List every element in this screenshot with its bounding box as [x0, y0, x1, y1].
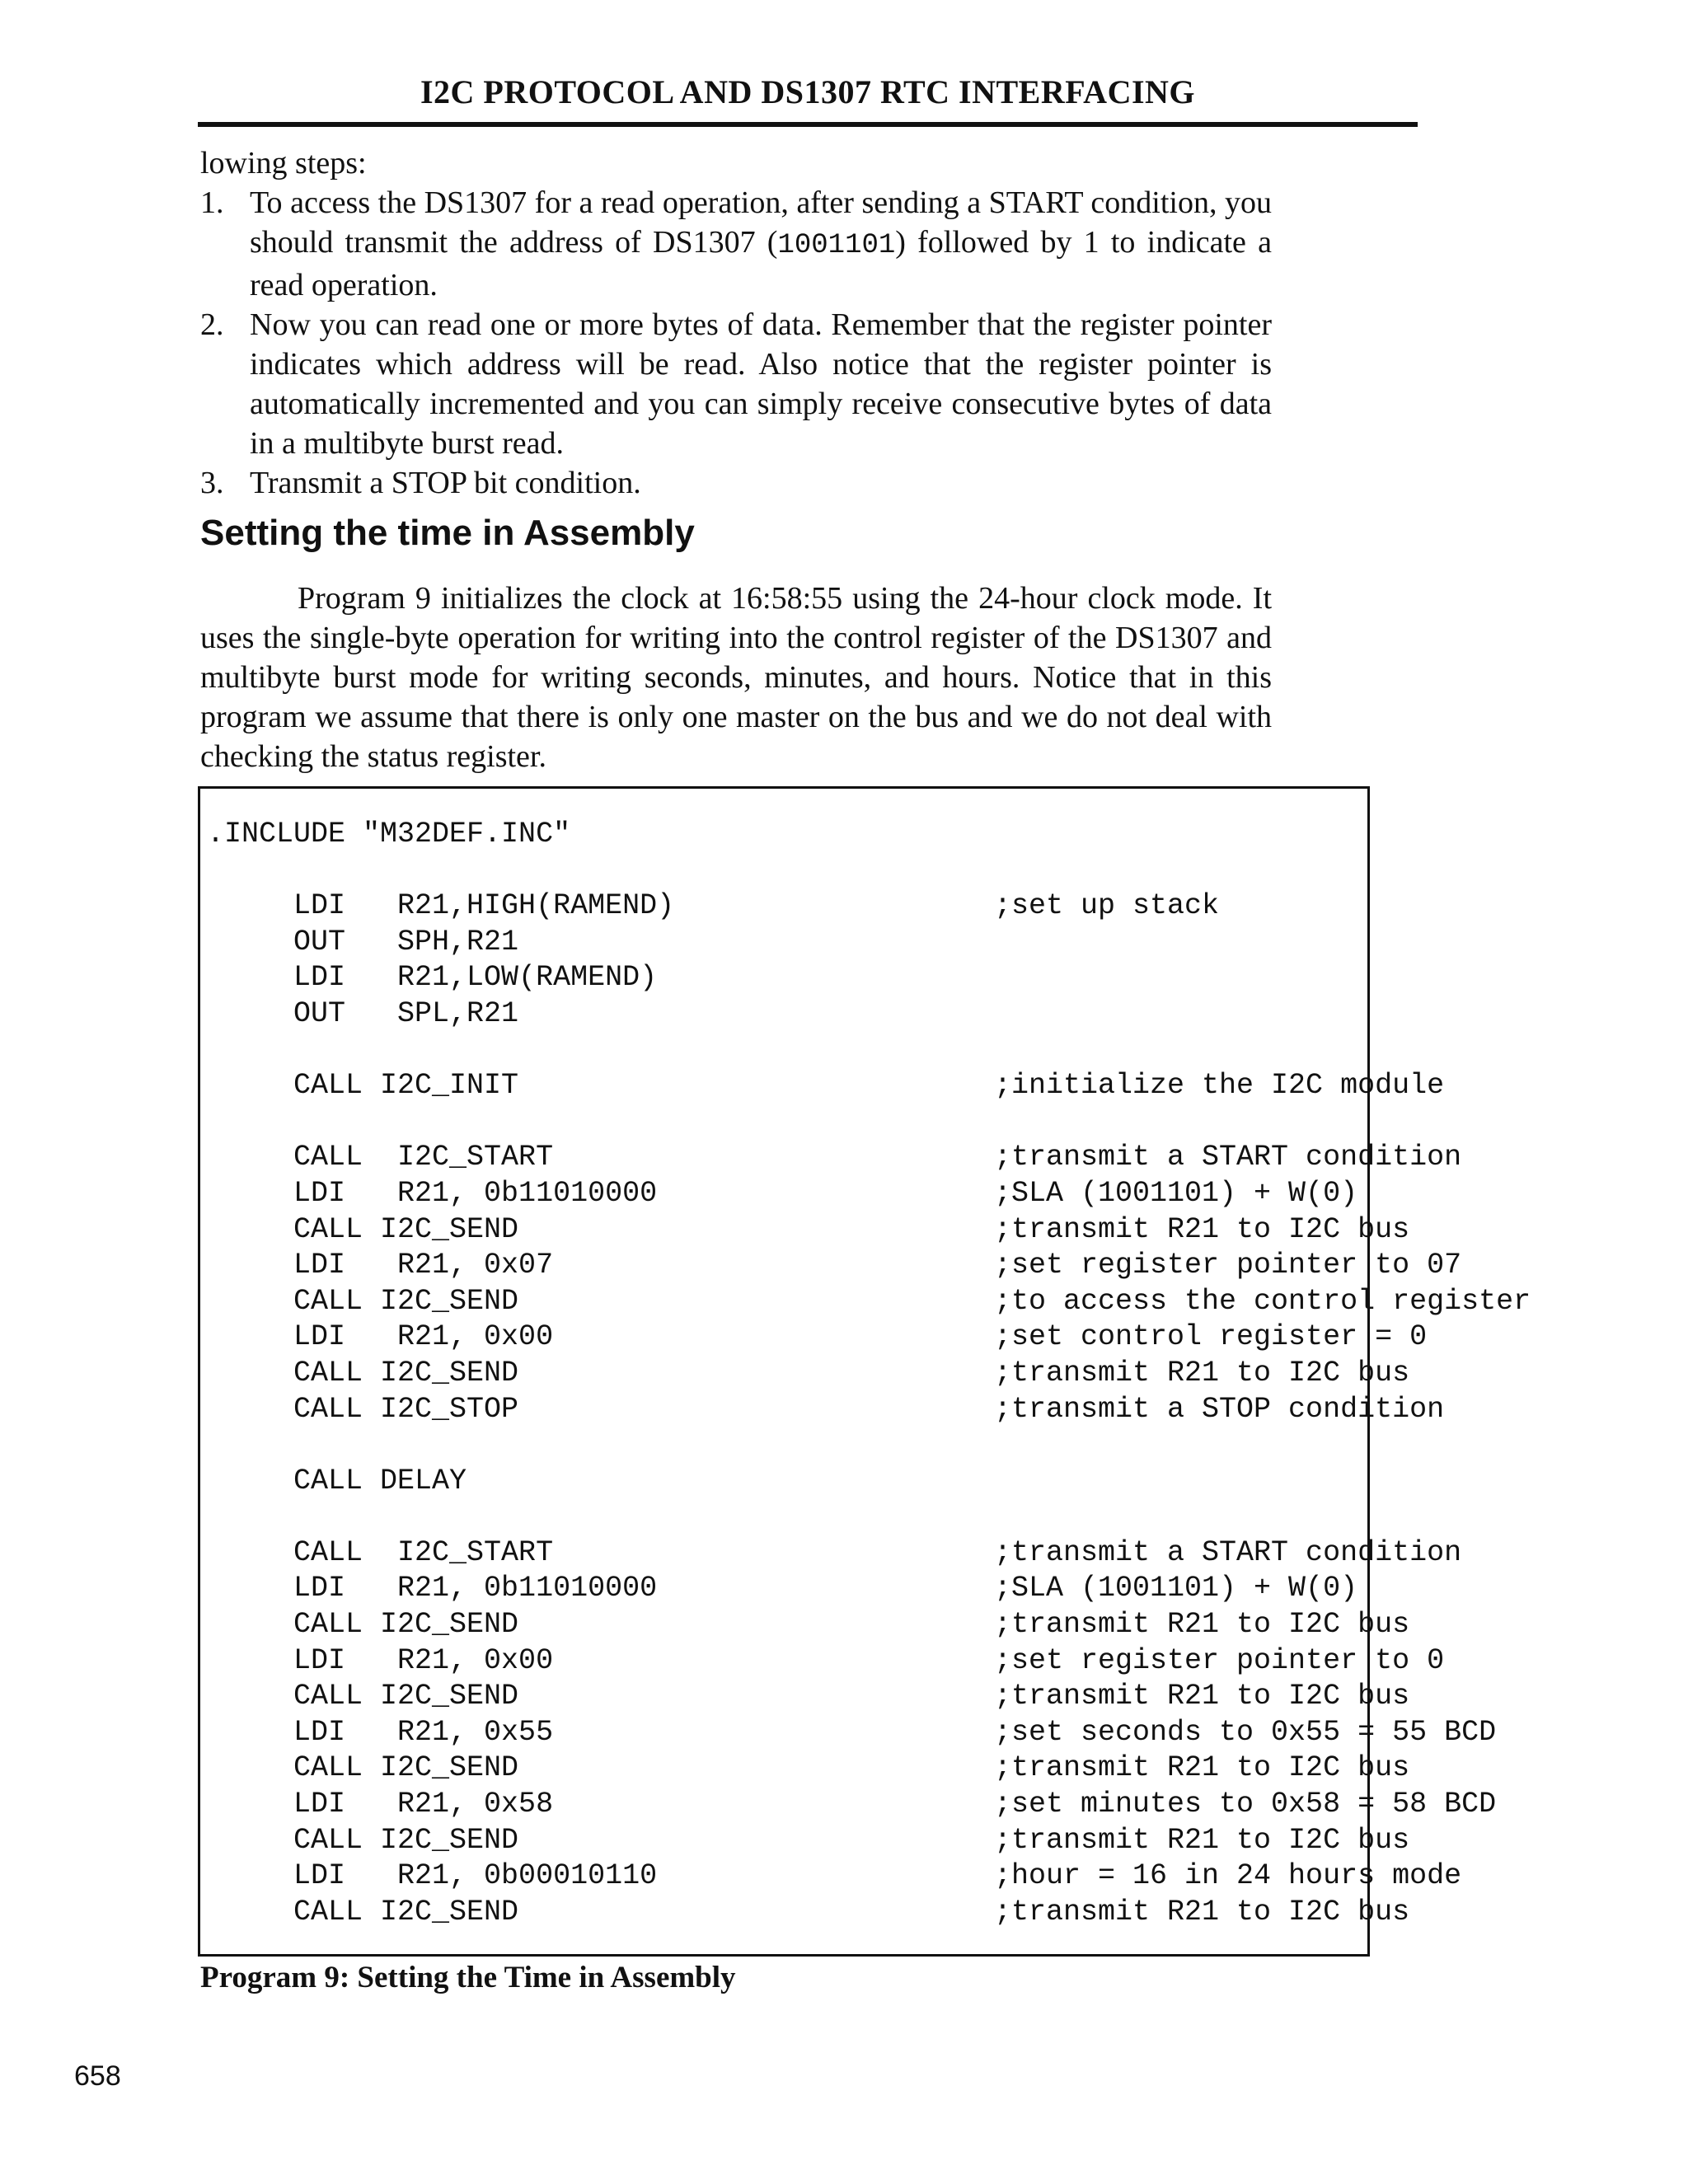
code-instruction: [207, 1427, 994, 1464]
code-comment: ;to access the control register: [994, 1284, 1531, 1318]
code-line: [207, 853, 1531, 889]
code-instruction: CALL I2C_SEND: [207, 1823, 519, 1857]
code-comment: ;transmit R21 to I2C bus: [994, 1212, 1410, 1246]
body-paragraph: Program 9 initializes the clock at 16:58:55 using the 24-hour clock mode. It uses the single-byte operation for writing into the control register of the DS1307 and multibyte burst mode for writing seconds, minutes, and hours. Notice that in this program we assume that there is only one master on the bus and we do not deal with checking the status register.: [200, 581, 1272, 774]
code-instruction: LDI R21, 0x55: [207, 1715, 554, 1749]
code-instruction: LDI R21,LOW(RAMEND): [207, 961, 658, 995]
code-comment: ;set register pointer to 0: [994, 1643, 1445, 1677]
code-comment: ;transmit a STOP condition: [994, 1392, 1445, 1426]
code-instruction: CALL DELAY: [207, 1464, 467, 1497]
code-line: [207, 1356, 1531, 1392]
code-line: [207, 1392, 1531, 1428]
code-comment: ;transmit R21 to I2C bus: [994, 1680, 1410, 1713]
code-instruction: [207, 1104, 994, 1141]
code-line: [207, 1823, 1531, 1859]
code-instruction: LDI R21, 0b11010000: [207, 1176, 658, 1210]
code-line: [207, 1068, 1531, 1104]
code-line: [207, 1033, 1531, 1069]
code-comment: ;set control register = 0: [994, 1320, 1428, 1354]
code-comment: ;transmit a START condition: [994, 1141, 1462, 1174]
code-comment: ;set minutes to 0x58 = 58 BCD: [994, 1788, 1497, 1821]
code-line: [207, 1464, 1531, 1500]
code-instruction: CALL I2C_SEND: [207, 1895, 519, 1929]
code-line: [207, 1858, 1531, 1895]
step-text: ) followed by 1 to indicate a read operation.: [250, 225, 1272, 302]
header-rule: [198, 122, 1418, 127]
code-instruction: OUT SPL,R21: [207, 996, 519, 1030]
code-line: [207, 1607, 1531, 1643]
code-line: [207, 1535, 1531, 1572]
page-number: 658: [74, 2060, 121, 2092]
code-instruction: CALL I2C_SEND: [207, 1284, 519, 1318]
code-instruction: LDI R21, 0x00: [207, 1643, 554, 1677]
code-line: [207, 1212, 1531, 1249]
code-line: [207, 1750, 1531, 1787]
step-number: 3.: [200, 466, 224, 500]
code-instruction: LDI R21,HIGH(RAMEND): [207, 889, 675, 923]
running-header: I2C PROTOCOL AND DS1307 RTC INTERFACING: [420, 73, 1196, 110]
code-instruction: OUT SPH,R21: [207, 925, 519, 958]
step-text: Transmit a STOP bit condition.: [250, 466, 641, 500]
code-comment: ;transmit R21 to I2C bus: [994, 1356, 1410, 1390]
section-title: Setting the time in Assembly: [200, 513, 695, 553]
code-instruction: CALL I2C_SEND: [207, 1680, 519, 1713]
step-text: To access the DS1307 for a read operation, after sending a START condition, you should transmit the address of DS1307 (: [250, 185, 1272, 260]
code-line: [207, 925, 1531, 961]
code-comment: ;SLA (1001101) + W(0): [994, 1176, 1358, 1210]
code-comment: ;set seconds to 0x55 = 55 BCD: [994, 1715, 1497, 1749]
step-item-2: [200, 305, 1272, 463]
steps-intro: lowing steps:: [200, 146, 367, 180]
step-text: Now you can read one or more bytes of data. Remember that the register pointer indicates which address will be read. Also notice that the register pointer is automatically incremented and you can simply receive consecutive bytes of data in a multibyte burst read.: [250, 307, 1272, 461]
code-comment: ;set up stack: [994, 889, 1220, 923]
code-comment: ;initialize the I2C module: [994, 1069, 1445, 1103]
code-instruction: CALL I2C_SEND: [207, 1356, 519, 1390]
code-comment: ;transmit R21 to I2C bus: [994, 1608, 1410, 1642]
code-instruction: LDI R21, 0b00010110: [207, 1859, 658, 1893]
code-comment: ;transmit a START condition: [994, 1535, 1462, 1569]
step-inline-code: 1001101: [777, 230, 896, 261]
code-comment: ;transmit R21 to I2C bus: [994, 1823, 1410, 1857]
code-comment: ;transmit R21 to I2C bus: [994, 1751, 1410, 1785]
code-line: [207, 1499, 1531, 1535]
steps-list: [200, 183, 1272, 503]
code-line: [207, 1427, 1531, 1464]
code-line: [207, 1895, 1531, 1931]
code-instruction: [207, 1033, 994, 1069]
code-line: [207, 1787, 1531, 1823]
code-listing-box: [198, 786, 1531, 1957]
code-listing: [207, 817, 1531, 1930]
listing-caption: Program 9: Setting the Time in Assembly: [200, 1961, 736, 1994]
step-number: 1.: [200, 185, 224, 220]
step-item-3: [200, 463, 1272, 503]
code-line: [207, 1571, 1531, 1607]
code-line: [207, 1715, 1531, 1751]
code-instruction: CALL I2C_SEND: [207, 1212, 519, 1246]
code-instruction: CALL I2C_SEND: [207, 1608, 519, 1642]
code-line: [207, 817, 1531, 853]
code-line: [207, 1176, 1531, 1212]
code-line: [207, 1140, 1531, 1176]
code-line: [207, 996, 1531, 1033]
code-instruction: LDI R21, 0x00: [207, 1320, 554, 1354]
step-number: 2.: [200, 307, 224, 342]
code-comment: ;set register pointer to 07: [994, 1249, 1462, 1282]
code-instruction: CALL I2C_START: [207, 1141, 554, 1174]
code-instruction: CALL I2C_INIT: [207, 1069, 519, 1103]
code-comment: ;transmit R21 to I2C bus: [994, 1895, 1410, 1929]
code-comment: ;SLA (1001101) + W(0): [994, 1572, 1358, 1605]
code-instruction: LDI R21, 0x07: [207, 1249, 554, 1282]
code-instruction: [207, 1499, 994, 1535]
code-line: [207, 1319, 1531, 1356]
code-comment: ;hour = 16 in 24 hours mode: [994, 1859, 1462, 1893]
code-instruction: [207, 853, 994, 889]
step-item-1: [200, 183, 1272, 305]
code-instruction: .INCLUDE "M32DEF.INC": [207, 818, 571, 851]
code-line: [207, 1284, 1531, 1320]
code-instruction: CALL I2C_SEND: [207, 1751, 519, 1785]
code-line: [207, 888, 1531, 925]
code-instruction: CALL I2C_START: [207, 1535, 554, 1569]
code-line: [207, 1679, 1531, 1715]
code-line: [207, 960, 1531, 996]
code-line: [207, 1643, 1531, 1680]
code-line: [207, 1248, 1531, 1284]
code-instruction: LDI R21, 0x58: [207, 1788, 554, 1821]
code-instruction: LDI R21, 0b11010000: [207, 1572, 658, 1605]
code-instruction: CALL I2C_STOP: [207, 1392, 519, 1426]
code-line: [207, 1104, 1531, 1141]
